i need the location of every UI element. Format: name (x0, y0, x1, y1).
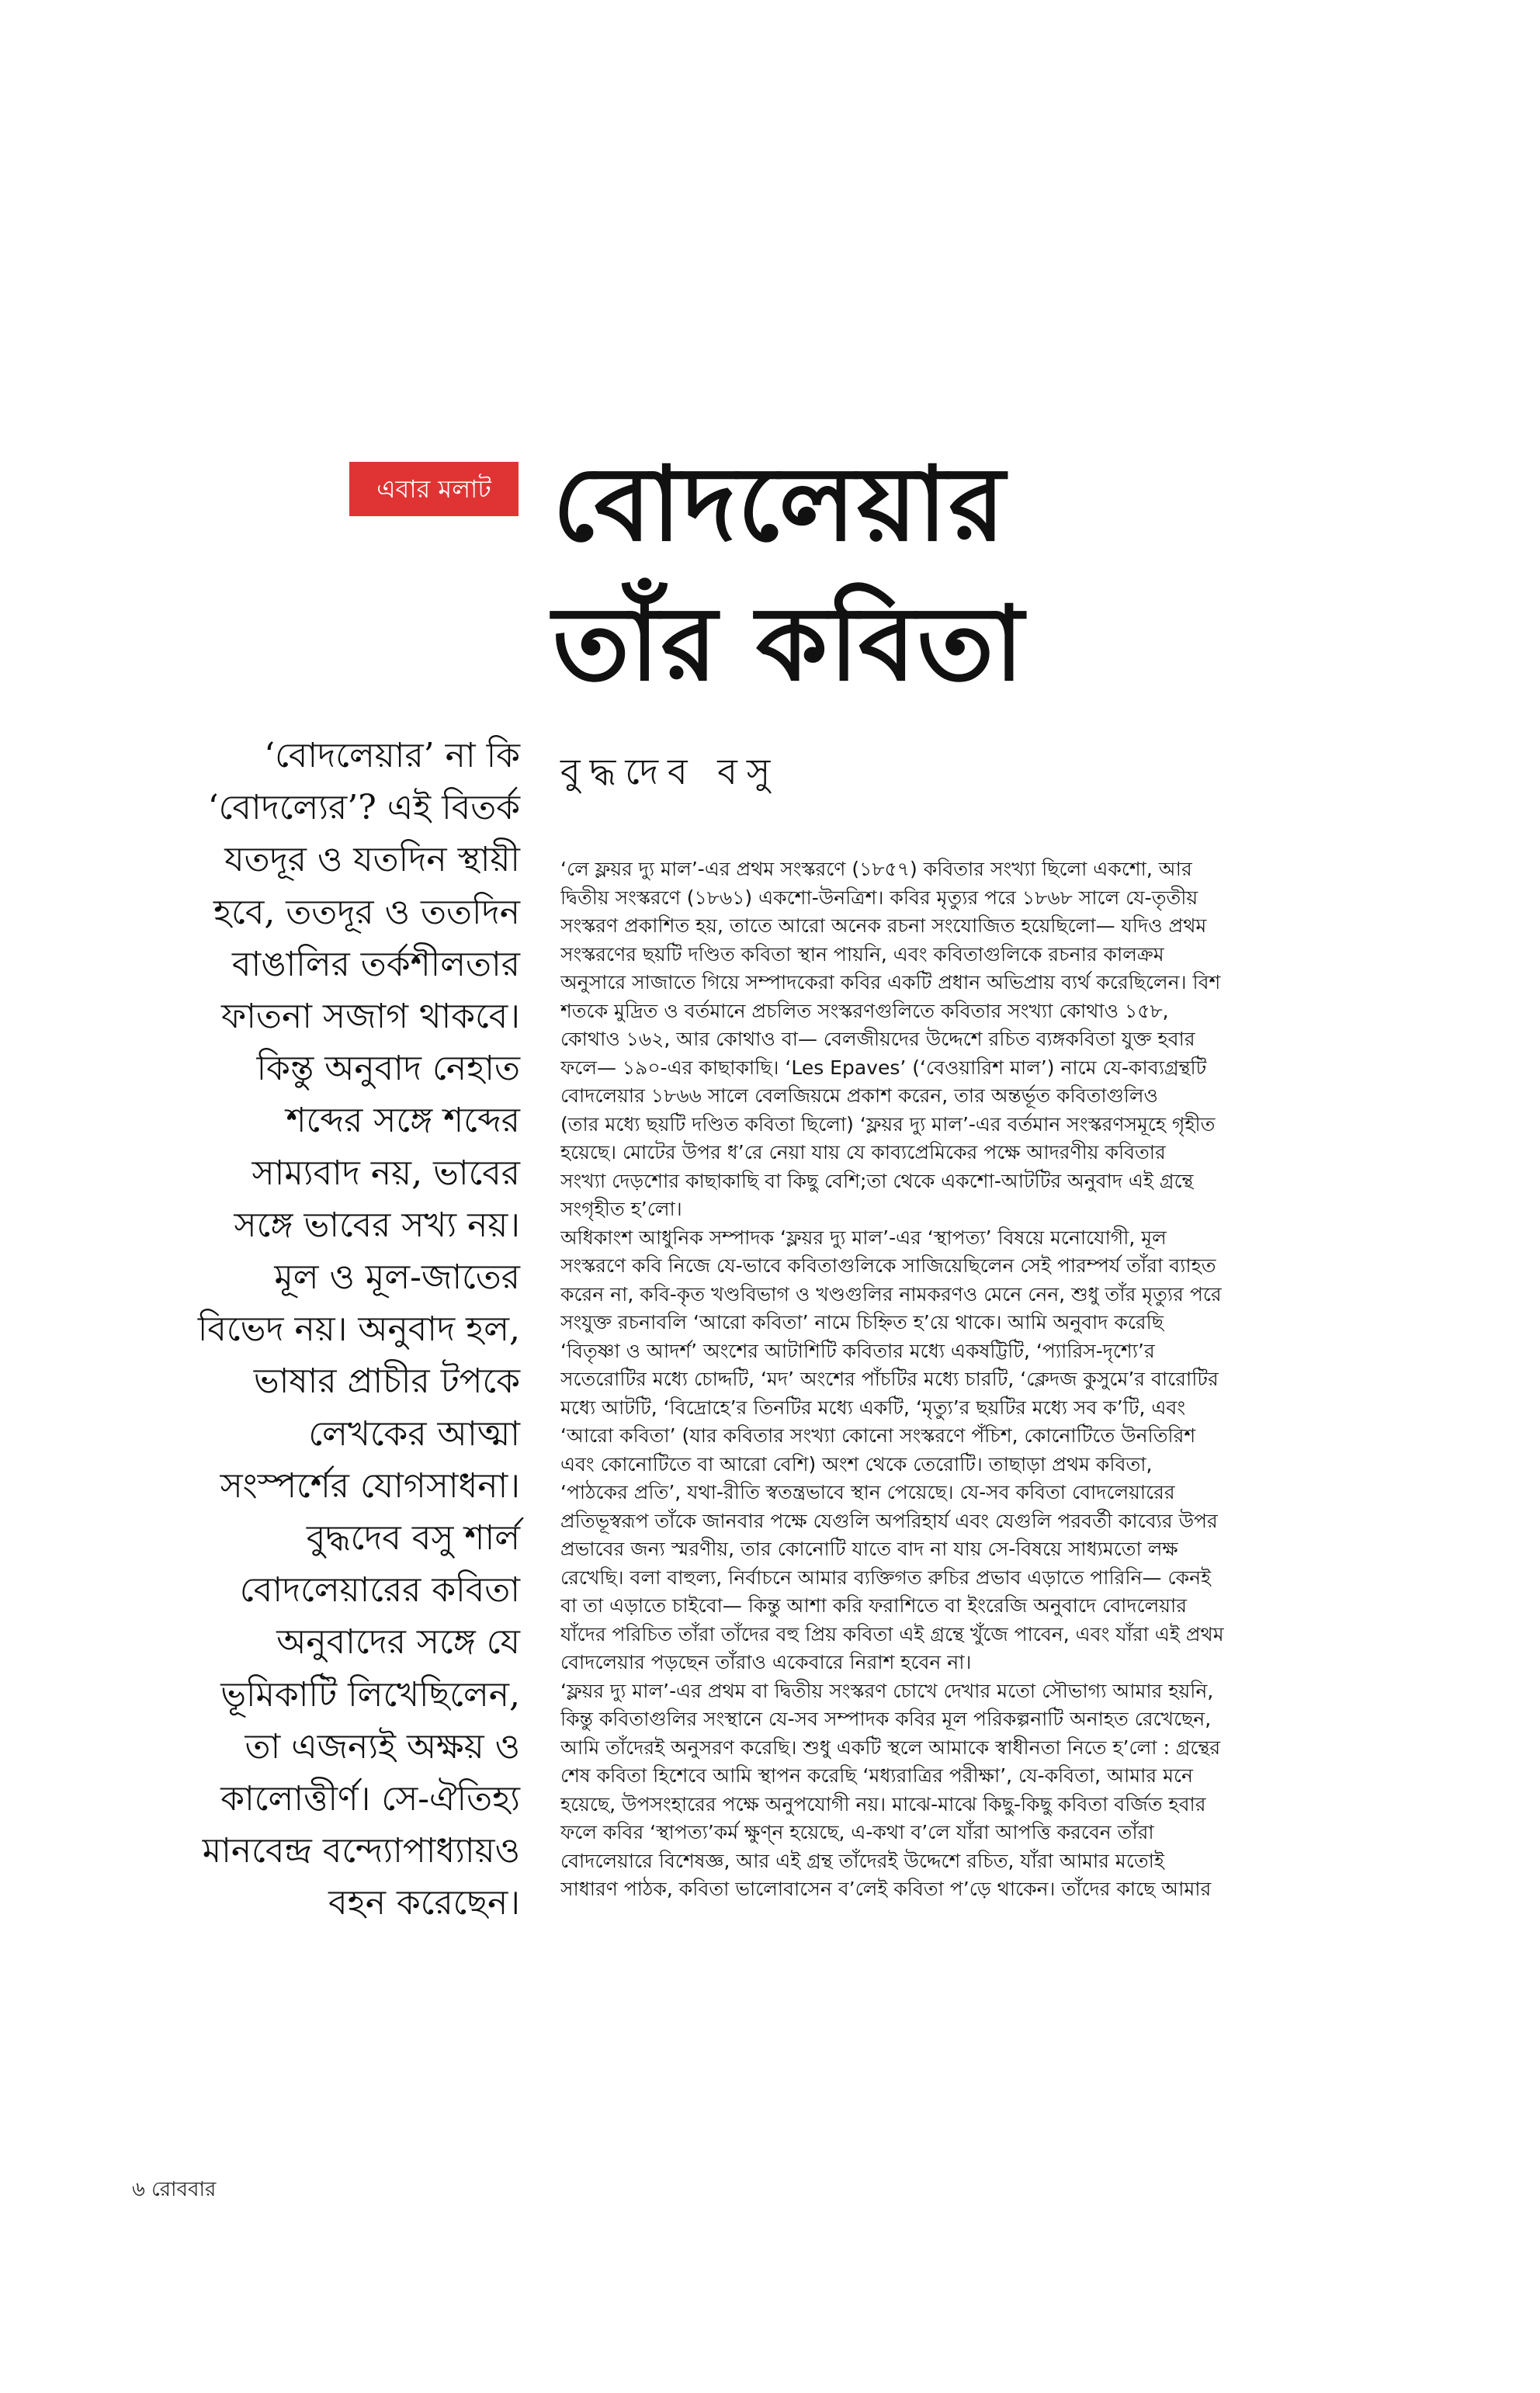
body-line: (তার মধ্যে ছয়টি দণ্ডিত কবিতা ছিলো) ‘ফ্লয়র দ্যু মাল’-এর বর্তমান সংস্করণসমূহে গৃহীত (560, 1112, 1216, 1136)
section-tag: এবার মলাট (349, 462, 519, 516)
pull-quote-line: বাঙালির তর্কশীলতার (231, 944, 520, 984)
body-line: হয়েছে। মোটের উপর ধ’রে নেয়া যায় যে কাব্যপ্রেমিকের পক্ষে আদরণীয় কবিতার (560, 1141, 1166, 1164)
pull-quote-line: বোদলেয়ারের কবিতা (239, 1570, 520, 1611)
pull-quote-line: সঙ্গে ভাবের সখ্য নয়। (234, 1205, 520, 1245)
pull-quote-line: কালোত্তীর্ণ। সে-ঐতিহ্য (220, 1779, 520, 1819)
body-line: সংখ্যা দেড়শোর কাছাকাছি বা কিছু বেশি;তা থেকে একশো-আটটির অনুবাদ এই গ্রন্থে (560, 1169, 1194, 1192)
pull-quote-line: সাম্যবাদ নয়, ভাবের (251, 1153, 520, 1193)
page-folio: ৬ রোববার (132, 2178, 217, 2201)
body-line: ‘পাঠকের প্রতি’, যথা-রীতি স্বতন্ত্রভাবে স্থান পেয়েছে। যে-সব কবিতা বোদলেয়ারের (560, 1481, 1175, 1503)
pull-quote-line: লেখকের আত্মা (308, 1413, 520, 1454)
body-line: সতেরোটির মধ্যে চোদ্দটি, ‘মদ’ অংশের পাঁচটির মধ্যে চারটি, ‘ক্লেদজ কুসুমে’র বারোটির (560, 1368, 1219, 1390)
body-line: ‘বিতৃষ্ণা ও আদর্শ’ অংশের আটাশিটি কবিতার মধ্যে একষট্টিটি, ‘প্যারিস-দৃশ্যে’র (560, 1339, 1155, 1362)
title-line-1: বোদলেয়ার (553, 445, 1007, 564)
pull-quote-line: তা এজন্যই অক্ষয় ও (245, 1726, 520, 1767)
body-line: বোদলেয়ার ১৮৬৬ সালে বেলজিয়মে প্রকাশ করেন, তার অন্তর্ভূত কবিতাগুলিও (560, 1084, 1158, 1107)
pull-quote-line: যতদূর ও যতদিন স্থায়ী (224, 840, 520, 880)
pull-quote (116, 730, 520, 1930)
body-line: সংস্করণ প্রকাশিত হয়, তাতে আরো অনেক রচনা সংযোজিত হয়েছিলো— যদিও প্রথম (560, 914, 1207, 937)
pull-quote-line: অনুবাদের সঙ্গে যে (276, 1622, 520, 1663)
body-line: প্রভাবের জন্য স্মরণীয়, তার কোনোটি যাতে বাদ না যায় সে-বিষয়ে সাধ্যমতো লক্ষ (560, 1538, 1178, 1560)
body-line: শেষ কবিতা হিশেবে আমি স্থাপন করেছি ‘মধ্যরাত্রির পরীক্ষা’, যে-কবিতা, আমার মনে (560, 1764, 1193, 1787)
body-line: ‘আরো কবিতা’ (যার কবিতার সংখ্যা কোনো সংস্করণে পঁচিশ, কোনোটিতে উনতিরিশ (560, 1424, 1196, 1447)
pull-quote-line: ‘বোদল্যের’? এই বিতর্ক (207, 788, 520, 828)
pull-quote-line: বুদ্ধদেব বসু শার্ল (306, 1518, 520, 1559)
body-line: অধিকাংশ আধুনিক সম্পাদক ‘ফ্লয়র দ্যু মাল’-এর ‘স্থাপত্য’ বিষয়ে মনোযোগী, মূল (560, 1226, 1167, 1249)
body-line: ফলে— ১৯০-এর কাছাকাছি। ‘Les Epaves’ (‘বেওয়ারিশ মাল’) নামে যে-কাব্যগ্রন্থটি (560, 1056, 1207, 1079)
author-byline: বুদ্ধদেব বসু (560, 751, 780, 792)
pull-quote-line: বহন করেছেন। (328, 1883, 520, 1923)
pull-quote-line: মানবেন্দ্র বন্দ্যোপাধ্যায়ও (202, 1831, 520, 1871)
body-line: রেখেছি। বলা বাহুল্য, নির্বাচনে আমার ব্যক্তিগত রুচির প্রভাব এড়াতে পারিনি— কেনই (560, 1566, 1212, 1589)
body-line: বোদলেয়ার পড়ছেন তাঁরাও একেবারে নিরাশ হবেন না। (560, 1651, 972, 1673)
body-line: করেন না, কবি-কৃত খণ্ডবিভাগ ও খণ্ডগুলির নামকরণও মেনে নেন, শুধু তাঁর মৃত্যুর পরে (560, 1282, 1222, 1306)
article-title (553, 435, 1112, 714)
body-line: শতকে মুদ্রিত ও বর্তমানে প্রচলিত সংস্করণগুলিতে কবিতার সংখ্যা কোথাও ১৫৮, (560, 999, 1169, 1022)
body-line: দ্বিতীয় সংস্করণে (১৮৬১) একশো-উনত্রিশ। কবির মৃত্যুর পরে ১৮৬৮ সালে যে-তৃতীয় (560, 886, 1198, 909)
body-line: সাধারণ পাঠক, কবিতা ভালোবাসেন ব’লেই কবিতা প’ড়ে থাকেন। তাঁদের কাছে আমার (560, 1878, 1212, 1900)
pull-quote-line: বিভেদ নয়। অনুবাদ হল, (197, 1309, 520, 1350)
body-line: মধ্যে আটটি, ‘বিদ্রোহে’র তিনটির মধ্যে একটি, ‘মৃত্যু’র ছয়টির মধ্যে সব ক’টি, এবং (560, 1396, 1186, 1419)
body-line: বোদলেয়ারে বিশেষজ্ঞ, আর এই গ্রন্থ তাঁদেরই উদ্দেশে রচিত, যাঁরা আমার মতোই (560, 1849, 1164, 1872)
body-line: কিন্তু কবিতাগুলির সংস্থানে যে-সব সম্পাদক কবির মূল পরিকল্পনাটি অনাহত রেখেছেন, (560, 1708, 1212, 1730)
body-line: ফলে কবির ‘স্থাপত্য’কর্ম ক্ষুণ্ন হয়েছে, এ-কথা ব’লে যাঁরা আপত্তি করবেন তাঁরা (560, 1821, 1154, 1843)
body-line: আমি তাঁদেরই অনুসরণ করেছি। শুধু একটি স্থলে আমাকে স্বাধীনতা নিতে হ’লো : গ্রন্থের (560, 1736, 1221, 1759)
pull-quote-line: ভূমিকাটি লিখেছিলেন, (220, 1674, 520, 1715)
body-line: এবং কোনোটিতে বা আরো বেশি) অংশ থেকে তেরোটি। তাছাড়া প্রথম কবিতা, (560, 1452, 1153, 1476)
article-body (560, 855, 1393, 1904)
body-line: সংযুক্ত রচনাবলি ‘আরো কবিতা’ নামে চিহ্নিত হ’য়ে থাকে। আমি অনুবাদ করেছি (560, 1311, 1164, 1333)
body-line: প্রতিভূস্বরূপ তাঁকে জানবার পক্ষে যেগুলি অপরিহার্য এবং যেগুলি পরবর্তী কাব্যের উপর (560, 1509, 1218, 1532)
body-line: হয়েছে, উপসংহারের পক্ষে অনুপযোগী নয়। মাঝে-মাঝে কিছু-কিছু কবিতা বর্জিত হবার (560, 1792, 1206, 1816)
pull-quote-line: শব্দের সঙ্গে শব্দের (286, 1101, 520, 1141)
pull-quote-line: ফাতনা সজাগ থাকবে। (221, 997, 520, 1037)
body-line: ‘ফ্লয়র দ্যু মাল’-এর প্রথম বা দ্বিতীয় সংস্করণ চোখে দেখার মতো সৌভাগ্য আমার হয়নি, (560, 1679, 1214, 1702)
body-line: অনুসারে সাজাতে গিয়ে সম্পাদকেরা কবির একটি প্রধান অভিপ্রায় ব্যর্থ করেছিলেন। বিশ (560, 971, 1221, 994)
pull-quote-line: কিন্তু অনুবাদ নেহাত (256, 1049, 520, 1089)
pull-quote-line: ‘বোদলেয়ার’ না কি (264, 736, 520, 775)
body-line: সংগৃহীত হ’লো। (560, 1198, 682, 1220)
body-line: কোথাও ১৬২, আর কোথাও বা— বেলজীয়দের উদ্দেশে রচিত ব্যঙ্গকবিতা যুক্ত হবার (560, 1028, 1195, 1050)
title-line-2: তাঁর কবিতা (553, 584, 1025, 704)
body-line: সংস্করণে কবি নিজে যে-ভাবে কবিতাগুলিকে সাজিয়েছিলেন সেই পারম্পর্য তাঁরা ব্যাহত (560, 1254, 1216, 1277)
body-line: বা তা এড়াতে চাইবো— কিন্তু আশা করি ফরাশিতে বা ইংরেজি অনুবাদে বোদলেয়ার (560, 1594, 1187, 1617)
pull-quote-line: মূল ও মূল-জাতের (274, 1257, 520, 1298)
body-line: যাঁদের পরিচিত তাঁরা তাঁদের বহু প্রিয় কবিতা এই গ্রন্থে খুঁজে পাবেন, এবং যাঁরা এই প্রথম (560, 1622, 1224, 1646)
pull-quote-line: ভাষার প্রাচীর টপকে (253, 1361, 520, 1402)
pull-quote-line: সংস্পর্শের যোগসাধনা। (220, 1465, 520, 1506)
body-line: ‘লে ফ্লয়র দ্যু মাল’-এর প্রথম সংস্করণে (১৮৫৭) কবিতার সংখ্যা ছিলো একশো, আর (560, 858, 1192, 880)
body-line: সংস্করণের ছয়টি দণ্ডিত কবিতা স্থান পায়নি, এবং কবিতাগুলিকে রচনার কালক্রম (560, 942, 1164, 966)
pull-quote-line: হবে, ততদূর ও ততদিন (213, 892, 520, 932)
